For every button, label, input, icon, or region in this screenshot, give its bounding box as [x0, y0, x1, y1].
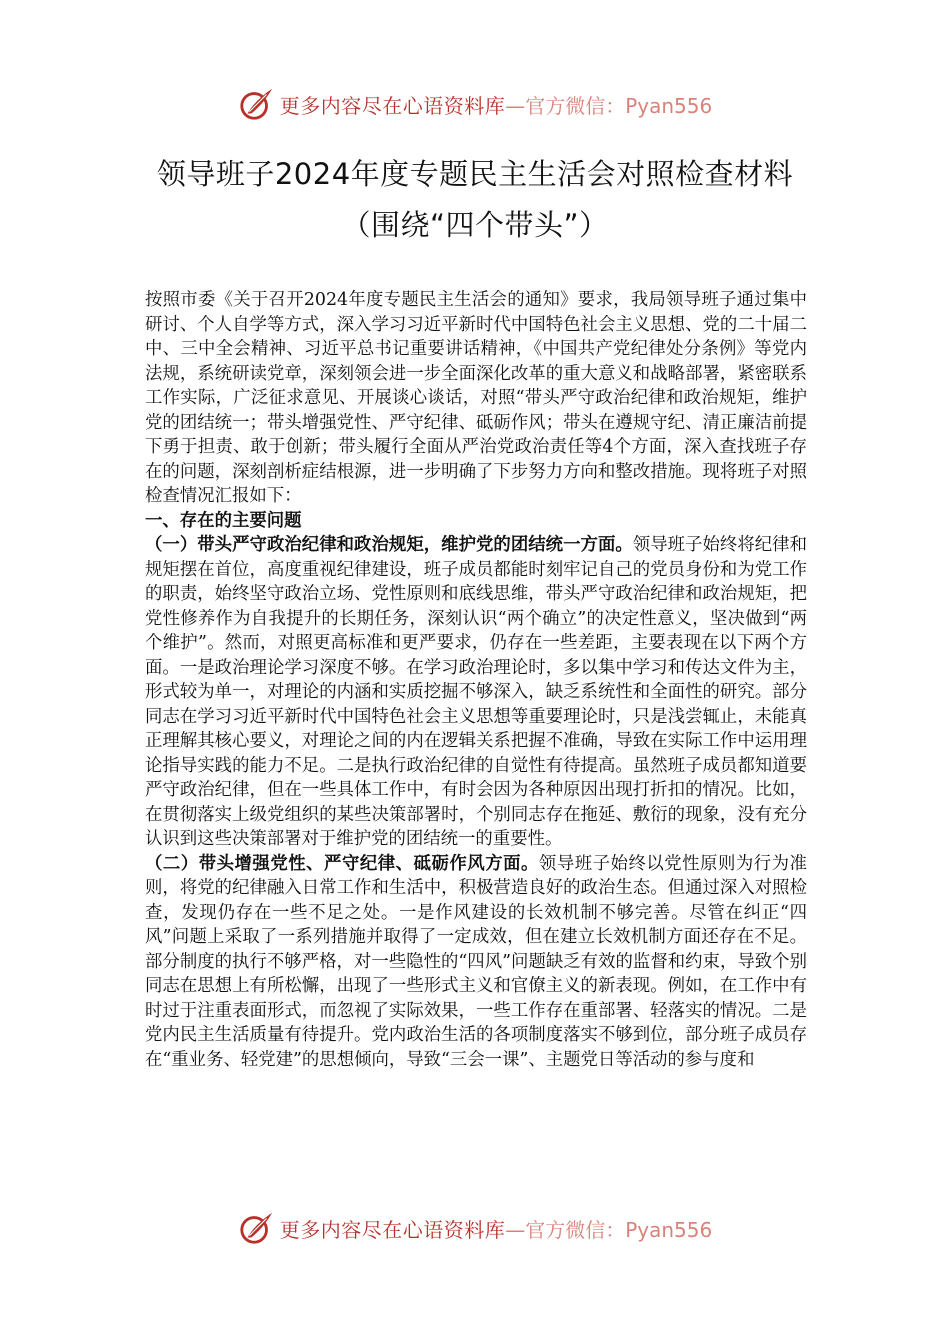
item-2-paragraph: [145, 852, 807, 1073]
item-2-heading: （二）带头增强党性、严守纪律、砥砺作风方面。: [145, 853, 539, 874]
document-body: [145, 288, 807, 1072]
watermark-banner-top: [0, 84, 950, 124]
feather-logo-icon: [238, 1209, 276, 1247]
item-1-paragraph: [145, 533, 807, 852]
watermark-wechat-bottom: —官方微信：Pyan556: [505, 1217, 713, 1242]
document-title: 领导班子2024年度专题民主生活会对照检查材料: [156, 157, 794, 191]
feather-logo-icon: [238, 85, 276, 123]
intro-paragraph: 按照市委《关于召开2024年度专题民主生活会的通知》要求，我局领导班子通过集中研讨、个人自学等方式，深入学习习近平新时代中国特色社会主义思想、党的二十届二中、三中全会精神、习近平总书记重要讲话精神，《中国共产党纪律处分条例》等党内法规，系统研读党章，深刻领会进一步全面深化改革的重大意义和战略部署，紧密联系工作实际，广泛征求意见、开展谈心谈话，对照“带头严守政治纪律和政治规矩，维护党的团结统一；带头增强党性、严守纪律、砥砺作风；带头在遵规守纪、清正廉洁前提下勇于担责、敢于创新；带头履行全面从严治党政治责任等4个方面，深入查找班子存在的问题，深刻剖析症结根源，进一步明确了下步努力方向和整改措施。现将班子对照检查情况汇报如下：: [145, 290, 807, 506]
watermark-banner-bottom: [0, 1208, 950, 1248]
item-1-body: 领导班子始终将纪律和规矩摆在首位，高度重视纪律建设，班子成员都能时刻牢记自己的党员身份和为党工作的职责，始终坚守政治立场、党性原则和底线思维，带头严守政治纪律和政治规矩，把党性修养作为自我提升的长期任务，深刻认识“两个确立”的决定性意义，坚决做到“两个维护”。然而，对照更高标准和更严要求，仍存在一些差距，主要表现在以下两个方面。一是政治理论学习深度不够。在学习政治理论时，多以集中学习和传达文件为主，形式较为单一，对理论的内涵和实质挖掘不够深入，缺乏系统性和全面性的研究。部分同志在学习习近平新时代中国特色社会主义思想等重要理论时，只是浅尝辄止，未能真正理解其核心要义，对理论之间的内在逻辑关系把握不准确，导致在实际工作中运用理论指导实践的能力不足。二是执行政治纪律的自觉性有待提高。虽然班子成员都知道要严守政治纪律，但在一些具体工作中，有时会因为各种原因出现打折扣的情况。比如，在贯彻落实上级党组织的某些决策部署时，个别同志存在拖延、敷衍的现象，没有充分认识到这些决策部署对于维护党的团结统一的重要性。: [145, 535, 807, 849]
watermark-text-bottom: 更多内容尽在心语资料库: [279, 1217, 506, 1242]
item-2-body: 领导班子始终以党性原则为行为准则，将党的纪律融入日常工作和生活中，积极营造良好的政治生态。但通过深入对照检查，发现仍存在一些不足之处。一是作风建设的长效机制不够完善。尽管在纠正“四风”问题上采取了一系列措施并取得了一定成效，但在建立长效机制方面还存在不足。部分制度的执行不够严格，对一些隐性的“四风”问题缺乏有效的监督和约束，导致个别同志在思想上有所松懈，出现了一些形式主义和官僚主义的新表现。例如，在工作中有时过于注重表面形式，而忽视了实际效果，一些工作存在重部署、轻落实的情况。二是党内民主生活质量有待提升。党内政治生活的各项制度落实不够到位，部分班子成员存在“重业务、轻党建”的思想倾向，导致“三会一课”、主题党日等活动的参与度和: [145, 853, 807, 1070]
section-heading: 一、存在的主要问题: [145, 510, 302, 531]
watermark-wechat: —官方微信：Pyan556: [505, 93, 713, 118]
document-subtitle: （围绕“四个带头”）: [341, 208, 609, 242]
item-1-heading: （一）带头严守政治纪律和政治规矩，维护党的团结统一方面。: [145, 535, 633, 555]
watermark-text: 更多内容尽在心语资料库: [279, 93, 506, 118]
